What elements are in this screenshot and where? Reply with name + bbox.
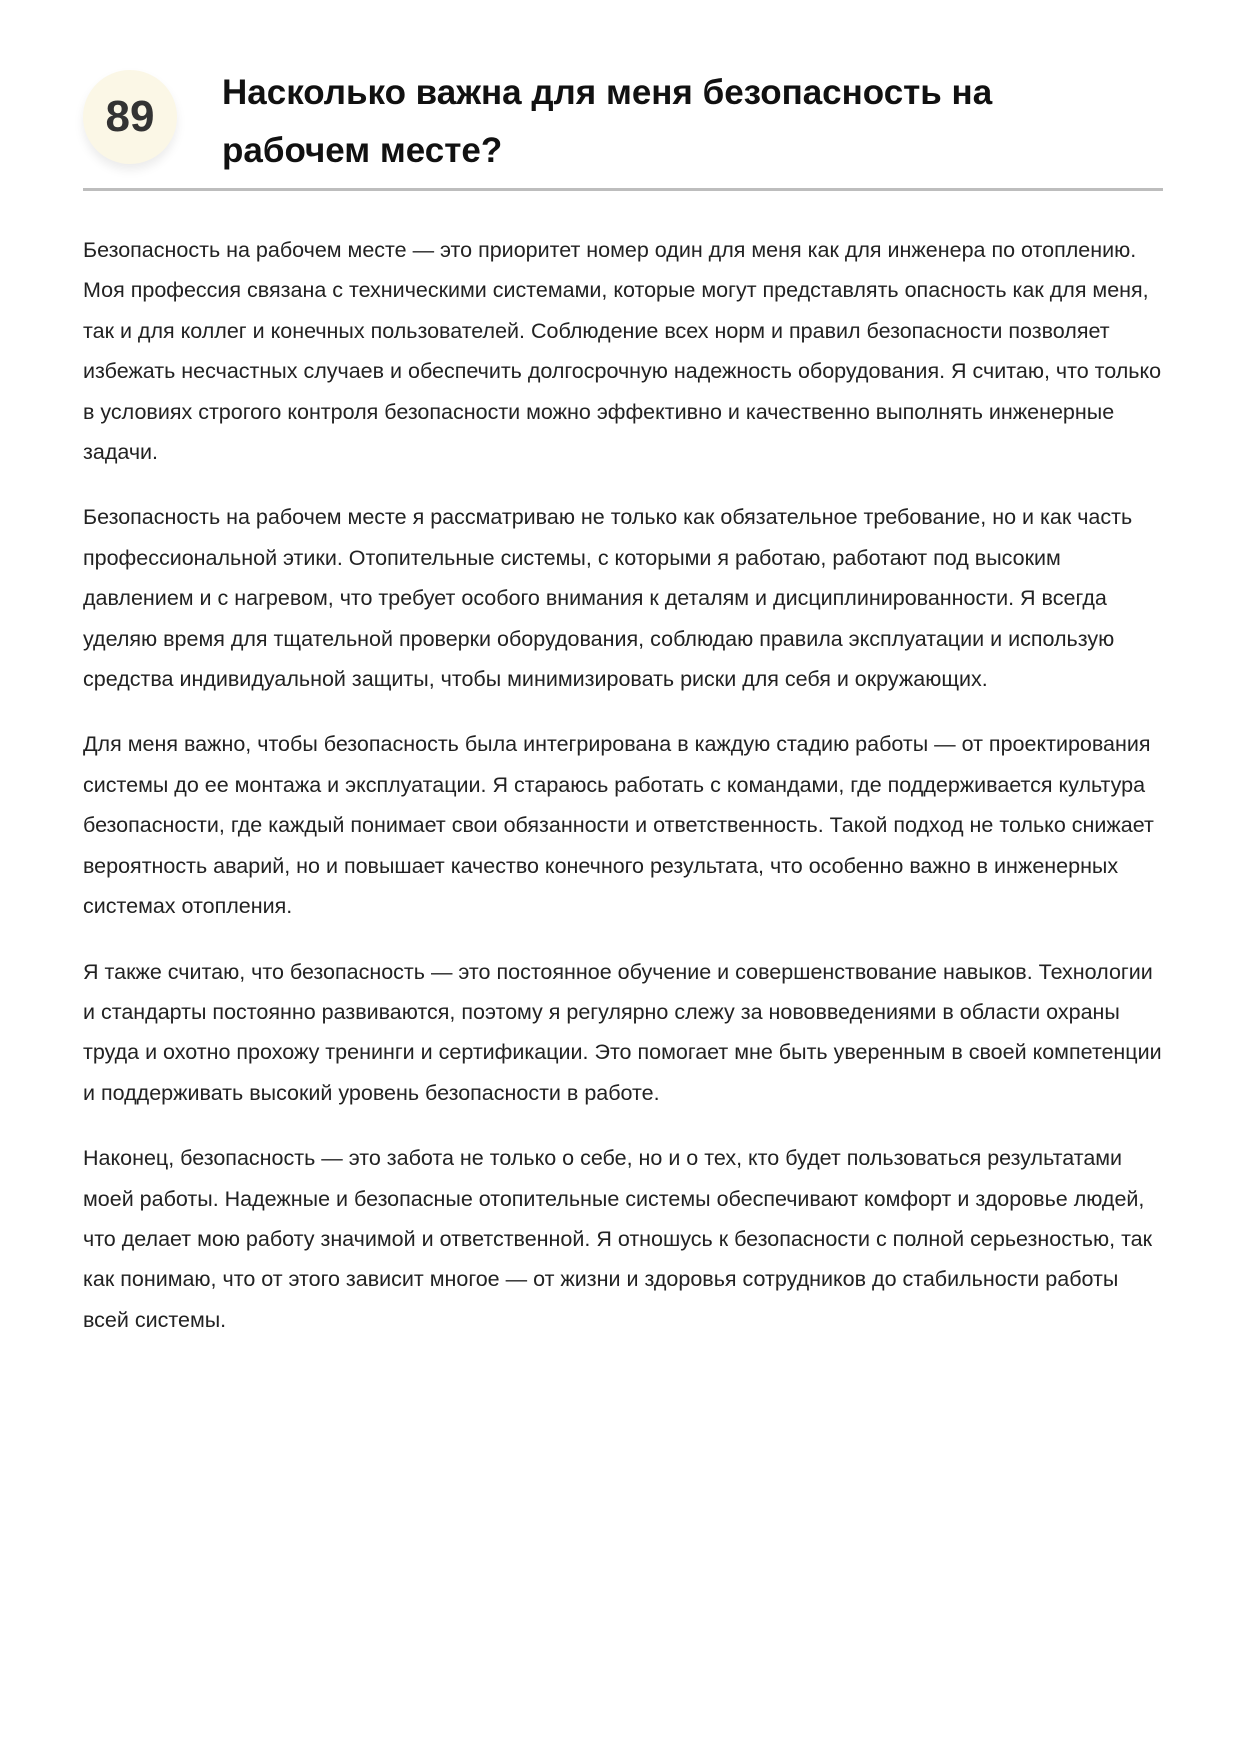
answer-body bbox=[83, 230, 1168, 1365]
question-title: Насколько важна для меня безопасность на рабочем месте? bbox=[222, 73, 993, 170]
paragraph: Безопасность на рабочем месте — это приоритет номер один для меня как для инженера по отоплению. Моя профессия связана с техническими системами, которые могут представлять опасность как для меня, так и для коллег и конечных пользователей. Соблюдение всех норм и правил безопасности позволяет избежать несчастных случаев и обеспечить долгосрочную надежность оборудования. Я считаю, что только в условиях строгого контроля безопасности можно эффективно и качественно выполнять инженерные задачи. bbox=[83, 238, 1162, 465]
paragraph: Я также считаю, что безопасность — это постоянное обучение и совершенствование навыков. Технологии и стандарты постоянно развиваются, поэтому я регулярно слежу за нововведениями в области охраны труда и охотно прохожу тренинги и сертификации. Это помогает мне быть уверенным в своей компетенции и поддерживать высокий уровень безопасности в работе. bbox=[83, 959, 1162, 1105]
paragraph: Для меня важно, чтобы безопасность была интегрирована в каждую стадию работы — от проектирования системы до ее монтажа и эксплуатации. Я стараюсь работать с командами, где поддерживается культура безопасности, где каждый понимает свои обязанности и ответственность. Такой подход не только снижает вероятность аварий, но и повышает качество конечного результата, что особенно важно в инженерных системах отопления. bbox=[83, 732, 1154, 919]
question-number-badge: 89 bbox=[83, 70, 177, 164]
paragraph: Безопасность на рабочем месте я рассматриваю не только как обязательное требование, но и как часть профессиональной этики. Отопительные системы, с которыми я работаю, работают под высоким давлением и с нагревом, что требует особого внимания к деталям и дисциплинированности. Я всегда уделяю время для тщательной проверки оборудования, соблюдаю правила эксплуатации и использую средства индивидуальной защиты, чтобы минимизировать риски для себя и окружающих. bbox=[83, 505, 1133, 692]
paragraph: Наконец, безопасность — это забота не только о себе, но и о тех, кто будет пользоваться результатами моей работы. Надежные и безопасные отопительные системы обеспечивают комфорт и здоровье людей, что делает мою работу значимой и ответственной. Я отношусь к безопасности с полной серьезностью, так как понимаю, что от этого зависит многое — от жизни и здоровья сотрудников до стабильности работы всей системы. bbox=[83, 1146, 1153, 1332]
question-header bbox=[83, 60, 1163, 191]
